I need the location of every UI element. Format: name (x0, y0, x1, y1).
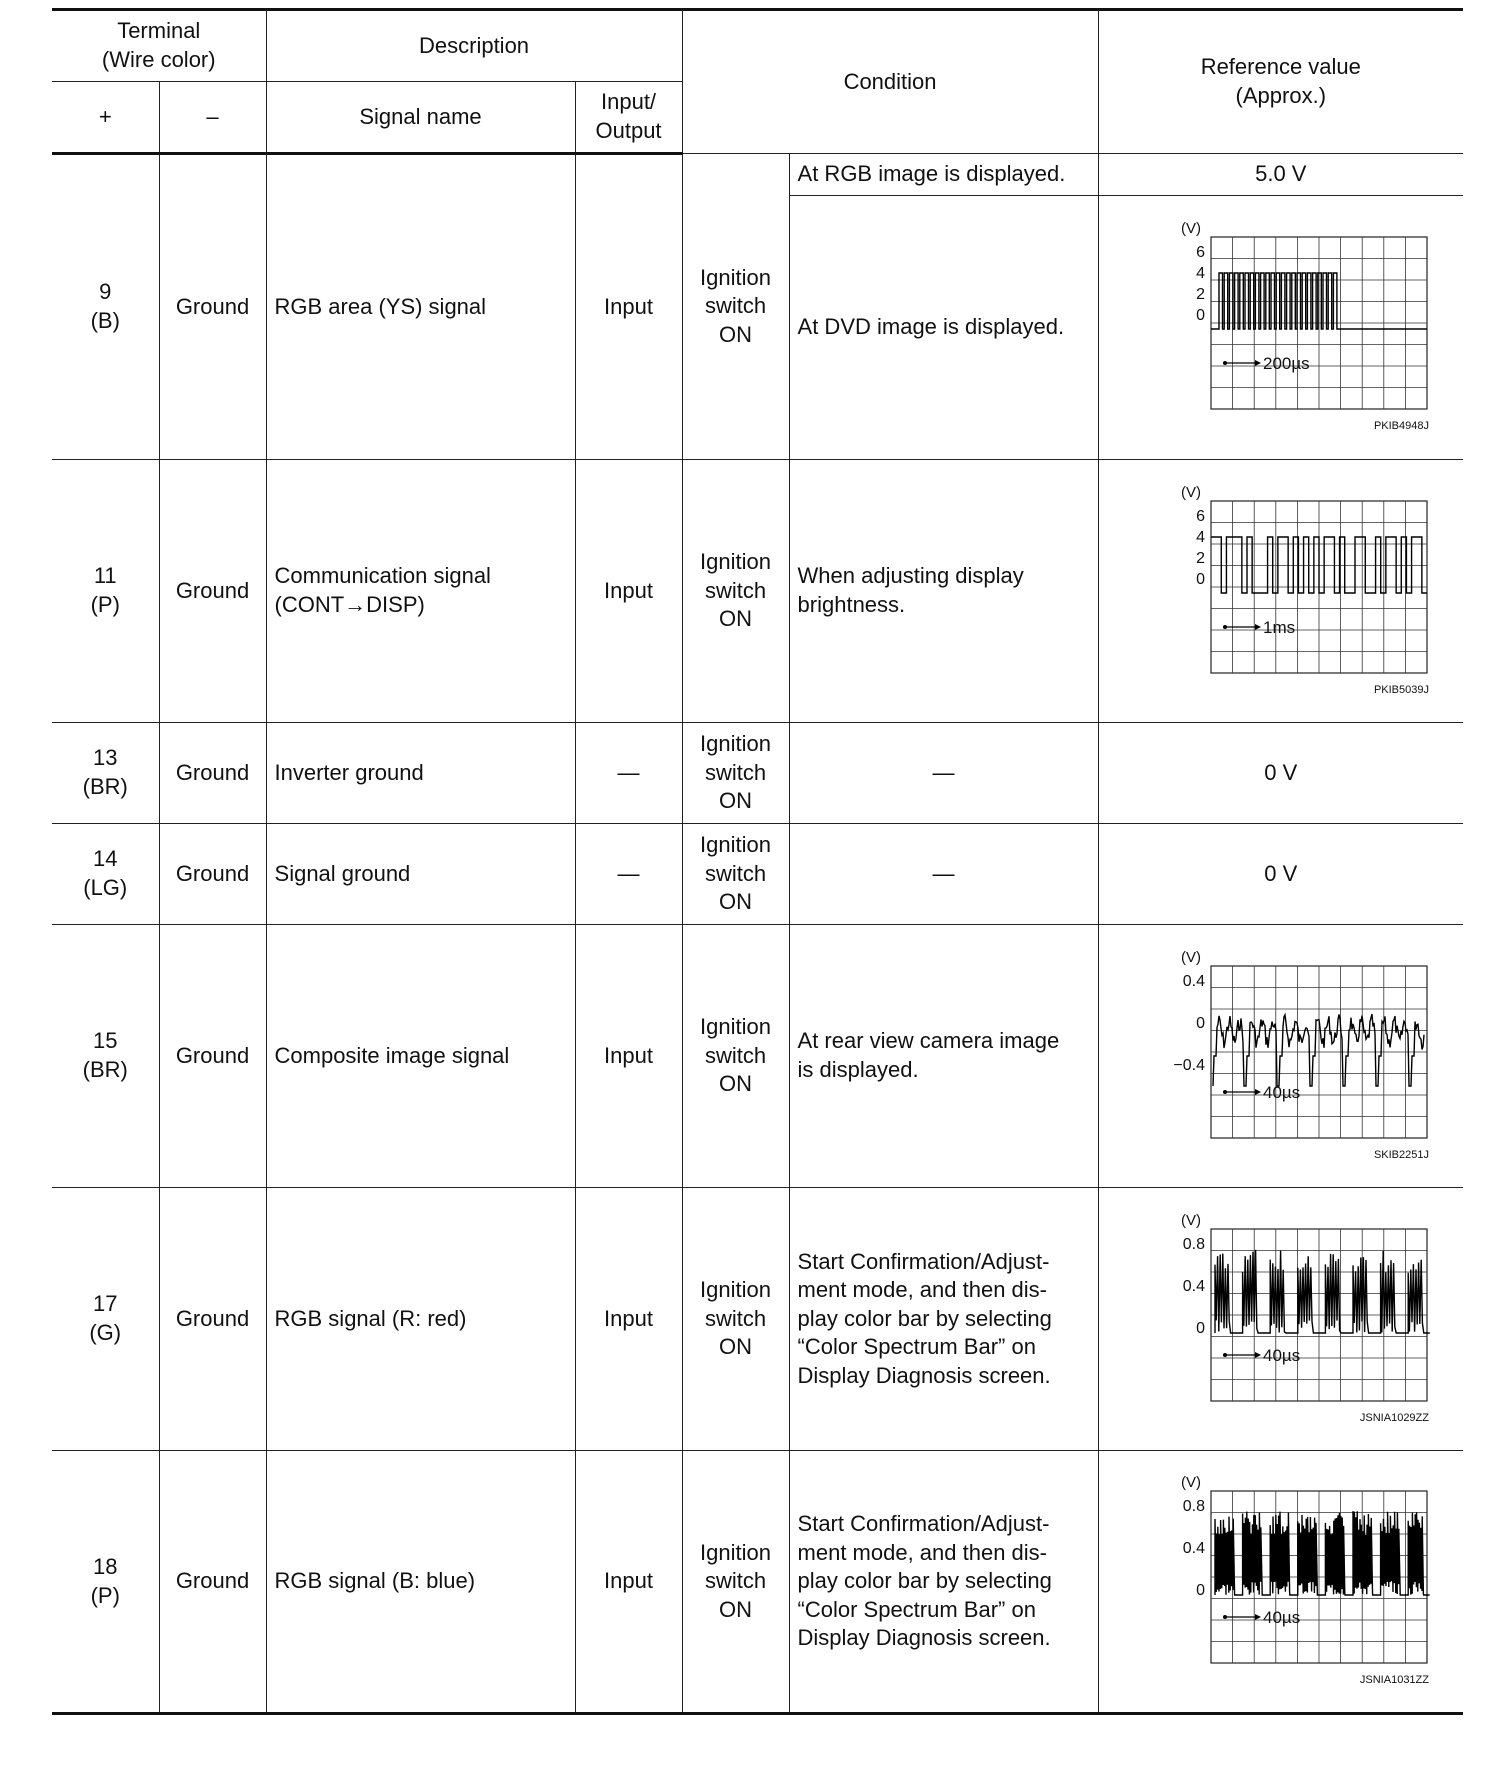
signal-name: Signal ground (266, 824, 575, 925)
scope-time-label: 1ms (1262, 617, 1295, 637)
table-row (52, 1188, 1463, 1451)
table-row (52, 723, 1463, 824)
terminal-number: 13 (BR) (52, 723, 159, 824)
terminal-ground: Ground (159, 925, 266, 1188)
scope-trace (1215, 1249, 1430, 1332)
table-row (52, 925, 1463, 1188)
terminal-ground: Ground (159, 1451, 266, 1714)
input-output: — (575, 824, 682, 925)
scope-unit-label: (V) (1180, 948, 1201, 966)
scope-trace (1215, 1511, 1430, 1595)
oscilloscope-waveform (1131, 1207, 1431, 1432)
condition-text: When adjusting display brightness. (789, 460, 1098, 723)
input-output: Input (575, 460, 682, 723)
scope-y-tick-label: 6 (1195, 507, 1205, 525)
oscilloscope-waveform (1131, 1469, 1431, 1694)
header-description: Description (266, 10, 682, 82)
scope-y-tick-label: −0.4 (1173, 1056, 1205, 1074)
scope-time-arrow-start (1223, 1090, 1227, 1094)
scope-time-arrow-start (1223, 1615, 1227, 1619)
input-output: Input (575, 925, 682, 1188)
scope-y-tick-label: 0 (1195, 1014, 1205, 1032)
scope-time-label: 40µs (1262, 1082, 1301, 1102)
terminal-ground: Ground (159, 1188, 266, 1451)
condition-text: — (789, 723, 1098, 824)
terminal-ground: Ground (159, 723, 266, 824)
signal-name: RGB area (YS) signal (266, 154, 575, 460)
scope-y-tick-label: 0.8 (1182, 1498, 1205, 1515)
header-terminal: Terminal (Wire color) (52, 10, 266, 82)
signal-name: Composite image signal (266, 925, 575, 1188)
terminal-number: 18 (P) (52, 1451, 159, 1714)
scope-y-tick-label: 2 (1195, 286, 1205, 303)
ignition-switch: Ignition switch ON (682, 925, 789, 1188)
terminal-ground: Ground (159, 824, 266, 925)
header-signal-name: Signal name (266, 82, 575, 154)
scope-time-arrow-start (1223, 625, 1227, 629)
scope-trace (1211, 537, 1427, 593)
signal-name: Inverter ground (266, 723, 575, 824)
terminal-number: 9 (B) (52, 154, 159, 460)
condition-text: — (789, 824, 1098, 925)
ignition-switch: Ignition switch ON (682, 460, 789, 723)
signal-name: Communication signal (CONT→DISP) (266, 460, 575, 723)
oscilloscope-waveform (1131, 215, 1431, 440)
scope-y-tick-label: 0.8 (1182, 1235, 1205, 1253)
condition-text: At RGB image is displayed. (789, 154, 1098, 196)
scope-time-arrow-head (1255, 1089, 1261, 1095)
terminal-ground: Ground (159, 460, 266, 723)
input-output: — (575, 723, 682, 824)
ignition-switch: Ignition switch ON (682, 824, 789, 925)
condition-text: At DVD image is displayed. (789, 196, 1098, 460)
ignition-switch: Ignition switch ON (682, 1188, 789, 1451)
scope-time-arrow-start (1223, 1353, 1227, 1357)
terminal-number: 14 (LG) (52, 824, 159, 925)
header-reference-value: Reference value (Approx.) (1098, 10, 1463, 154)
terminal-ground: Ground (159, 154, 266, 460)
terminal-number: 15 (BR) (52, 925, 159, 1188)
ignition-switch: Ignition switch ON (682, 1451, 789, 1714)
scope-time-arrow-head (1255, 360, 1261, 366)
scope-figure-code: JSNIA1031ZZ (1359, 1674, 1429, 1686)
scope-y-tick-label: 0.4 (1182, 1277, 1205, 1295)
scope-unit-label: (V) (1180, 1211, 1201, 1229)
ignition-switch: Ignition switch ON (682, 154, 789, 460)
scope-time-label: 40µs (1262, 1608, 1301, 1627)
reference-value: 0 V (1098, 723, 1463, 824)
scope-y-tick-label: 0 (1195, 307, 1205, 324)
reference-waveform (1098, 196, 1463, 460)
condition-text: Start Confirmation/Adjust- ment mode, and then dis- play color bar by selecting “Color Spectrum Bar” on Display Diagnosis screen. (789, 1451, 1098, 1714)
scope-time-arrow-head (1255, 624, 1261, 630)
scope-trace (1213, 1014, 1424, 1086)
scope-time-arrow-head (1255, 1614, 1261, 1620)
input-output: Input (575, 1188, 682, 1451)
scope-figure-code: SKIB2251J (1373, 1148, 1429, 1161)
input-output: Input (575, 154, 682, 460)
reference-waveform (1098, 460, 1463, 723)
scope-y-tick-label: 0 (1195, 1319, 1205, 1337)
terminal-number: 17 (G) (52, 1188, 159, 1451)
header-condition: Condition (682, 10, 1098, 154)
scope-unit-label: (V) (1180, 220, 1201, 237)
scope-y-tick-label: 2 (1195, 549, 1205, 567)
reference-value: 0 V (1098, 824, 1463, 925)
header-plus: + (52, 82, 159, 154)
scope-unit-label: (V) (1180, 483, 1201, 501)
scope-time-arrow-start (1223, 361, 1227, 365)
table-row (52, 1451, 1463, 1714)
scope-y-tick-label: 0 (1195, 1582, 1205, 1599)
scope-unit-label: (V) (1180, 1474, 1201, 1491)
header-minus: – (159, 82, 266, 154)
scope-figure-code: PKIB5039J (1373, 683, 1429, 696)
condition-text: At rear view camera image is displayed. (789, 925, 1098, 1188)
header-input-output: Input/ Output (575, 82, 682, 154)
reference-value: 5.0 V (1098, 154, 1463, 196)
scope-y-tick-label: 4 (1195, 528, 1205, 546)
scope-y-tick-label: 0.4 (1182, 972, 1205, 990)
oscilloscope-waveform (1131, 479, 1431, 704)
scope-figure-code: JSNIA1029ZZ (1359, 1411, 1429, 1424)
signal-name: RGB signal (R: red) (266, 1188, 575, 1451)
scope-y-tick-label: 4 (1195, 265, 1205, 282)
oscilloscope-waveform (1131, 944, 1431, 1169)
terminal-table (52, 8, 1463, 1715)
table-row (52, 460, 1463, 723)
table-row (52, 824, 1463, 925)
scope-y-tick-label: 0 (1195, 570, 1205, 588)
reference-waveform (1098, 1188, 1463, 1451)
scope-y-tick-label: 0.4 (1182, 1540, 1205, 1557)
reference-waveform (1098, 1451, 1463, 1714)
reference-waveform (1098, 925, 1463, 1188)
table-row (52, 154, 1463, 196)
scope-y-tick-label: 6 (1195, 244, 1205, 261)
condition-text: Start Confirmation/Adjust- ment mode, and then dis- play color bar by selecting “Color Spectrum Bar” on Display Diagnosis screen. (789, 1188, 1098, 1451)
ignition-switch: Ignition switch ON (682, 723, 789, 824)
scope-time-arrow-head (1255, 1352, 1261, 1358)
scope-time-label: 40µs (1262, 1345, 1301, 1365)
scope-time-label: 200µs (1262, 354, 1310, 373)
input-output: Input (575, 1451, 682, 1714)
scope-figure-code: PKIB4948J (1373, 420, 1429, 432)
signal-name: RGB signal (B: blue) (266, 1451, 575, 1714)
terminal-number: 11 (P) (52, 460, 159, 723)
